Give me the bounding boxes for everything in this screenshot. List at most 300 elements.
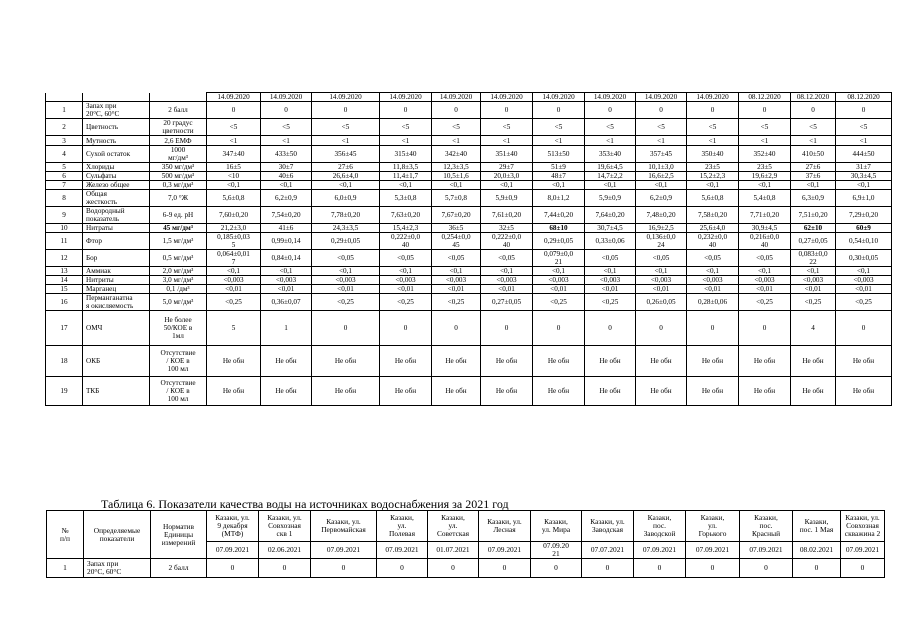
date-cell: 14.09.2020: [585, 93, 636, 102]
value-cell: <0,1: [791, 181, 836, 190]
value-cell: Не обн: [261, 377, 312, 406]
value-cell: <5: [836, 119, 892, 136]
value-cell: <1: [481, 136, 533, 146]
value-cell: 0,33±0,06: [585, 233, 636, 250]
value-cell: <5: [791, 119, 836, 136]
value-cell: <0,05: [481, 250, 533, 267]
value-cell: 0,232±0,0 40: [687, 233, 739, 250]
indicator-name: Сульфаты: [83, 172, 150, 181]
value-cell: 27±6: [791, 163, 836, 172]
source-header: Казаки, ул. Советская: [428, 511, 479, 542]
value-cell: <0,01: [380, 285, 432, 294]
row-number: 12: [46, 250, 83, 267]
value-cell: 350±40: [687, 146, 739, 163]
norm-header: Норматив Единицы измерений: [151, 511, 207, 559]
value-cell: 356±45: [312, 146, 380, 163]
value-cell: <5: [261, 119, 312, 136]
value-cell: 0: [432, 102, 481, 119]
value-cell: <0,1: [312, 267, 380, 276]
row-number: 5: [46, 163, 83, 172]
value-cell: Не обн: [207, 346, 261, 377]
row-number: 3: [46, 136, 83, 146]
value-cell: 0: [636, 311, 687, 346]
norm-cell: Не более 50/КОЕ в 1мл: [150, 311, 207, 346]
value-cell: 0: [739, 311, 791, 346]
value-cell: Не обн: [380, 377, 432, 406]
value-cell: 0: [380, 102, 432, 119]
norm-cell: 2 балл: [150, 102, 207, 119]
value-cell: 342±40: [432, 146, 481, 163]
value-cell: 0: [312, 311, 380, 346]
date-cell: 07.09.2021: [740, 542, 793, 559]
value-cell: 24,3±3,5: [312, 224, 380, 233]
value-cell: <0,25: [432, 294, 481, 311]
value-cell: 0,254±0,0 45: [432, 233, 481, 250]
value-cell: 315±40: [380, 146, 432, 163]
row-number: 19: [46, 377, 83, 406]
date-cell: 07.09.2021: [686, 542, 740, 559]
table-row: [46, 377, 892, 406]
row-number: 6: [46, 172, 83, 181]
source-header: Казаки, ул. 9 декабря (МТФ): [207, 511, 259, 542]
value-cell: 7,63±0,20: [380, 207, 432, 224]
value-cell: <0,25: [312, 294, 380, 311]
value-cell: <0,01: [585, 285, 636, 294]
value-cell: <0,01: [533, 285, 585, 294]
table-row: [46, 294, 892, 311]
value-cell: 15,2±2,3: [687, 172, 739, 181]
value-cell: 16,6±2,5: [636, 172, 687, 181]
value-cell: <0,1: [636, 181, 687, 190]
value-cell: 27±6: [312, 163, 380, 172]
value-cell: 0: [312, 102, 380, 119]
value-cell: 19,6±2,9: [739, 172, 791, 181]
value-cell: 0,54±0,10: [836, 233, 892, 250]
norm-cell: 1000 мг/дм³: [150, 146, 207, 163]
value-cell: 31±7: [836, 163, 892, 172]
date-cell: 14.09.2020: [380, 93, 432, 102]
value-cell: 0: [582, 559, 634, 578]
value-cell: <0,1: [432, 267, 481, 276]
indicator-name: Запах при 20°С, 60°С: [84, 559, 151, 578]
value-cell: 0: [636, 102, 687, 119]
table-6-title: Таблица 6. Показатели качества воды на источниках водоснабжения за 2021 год: [101, 497, 509, 511]
value-cell: <5: [739, 119, 791, 136]
value-cell: <0,003: [791, 276, 836, 285]
value-cell: 20,0±3,0: [481, 172, 533, 181]
value-cell: 5,9±0,9: [481, 190, 533, 207]
row-number: 15: [46, 285, 83, 294]
value-cell: 7,78±0,20: [312, 207, 380, 224]
value-cell: 0,99±0,14: [261, 233, 312, 250]
date-cell: 07.07.2021: [582, 542, 634, 559]
norm-cell: 20 градус цветности: [150, 119, 207, 136]
value-cell: <0,1: [481, 267, 533, 276]
value-cell: <0,01: [791, 285, 836, 294]
value-cell: 410±50: [791, 146, 836, 163]
value-cell: 29±7: [481, 163, 533, 172]
value-cell: 433±50: [261, 146, 312, 163]
date-cell: 14.09.2020: [432, 93, 481, 102]
value-cell: 68±10: [533, 224, 585, 233]
value-cell: 0: [687, 102, 739, 119]
value-cell: 14,7±2,2: [585, 172, 636, 181]
value-cell: <0,003: [380, 276, 432, 285]
source-header: Казаки, пос. Красный: [740, 511, 793, 542]
value-cell: <0,1: [207, 181, 261, 190]
value-cell: 16±5: [207, 163, 261, 172]
value-cell: <0,1: [585, 181, 636, 190]
table-row: [46, 172, 892, 181]
value-cell: Не обн: [739, 377, 791, 406]
table-row: [46, 267, 892, 276]
indicator-name: Бор: [83, 250, 150, 267]
value-cell: 0,216±0,0 40: [739, 233, 791, 250]
value-cell: Не обн: [739, 346, 791, 377]
value-cell: <1: [585, 136, 636, 146]
norm-cell: 1,5 мг/дм³: [150, 233, 207, 250]
value-cell: 30,7±4,5: [585, 224, 636, 233]
norm-cell: 350 мг/дм³: [150, 163, 207, 172]
value-cell: 0: [377, 559, 428, 578]
indicator-name: Сухой остаток: [83, 146, 150, 163]
indicator-name: ОМЧ: [83, 311, 150, 346]
value-cell: 0: [531, 559, 582, 578]
value-cell: <0,1: [739, 181, 791, 190]
value-cell: <0,003: [533, 276, 585, 285]
value-cell: Не обн: [585, 377, 636, 406]
value-cell: 7,44±0,20: [533, 207, 585, 224]
date-cell: 07.09.2021: [479, 542, 531, 559]
value-cell: 0,064±0,01 7: [207, 250, 261, 267]
value-cell: 6,0±0,9: [312, 190, 380, 207]
value-cell: 37±6: [791, 172, 836, 181]
value-cell: Не обн: [533, 346, 585, 377]
value-cell: 11,8±3,5: [380, 163, 432, 172]
value-cell: 0,26±0,05: [636, 294, 687, 311]
norm-cell: 5,0 мг/дм³: [150, 294, 207, 311]
date-cell: 14.09.2020: [261, 93, 312, 102]
value-cell: <0,01: [636, 285, 687, 294]
table-row: [46, 146, 892, 163]
row-number: 18: [46, 346, 83, 377]
date-cell: 14.09.2020: [312, 93, 380, 102]
value-cell: 0: [841, 559, 885, 578]
value-cell: 0: [311, 559, 377, 578]
value-cell: 6,2±0,9: [636, 190, 687, 207]
value-cell: 25,6±4,0: [687, 224, 739, 233]
indicator-name: Перманганатна я окисляемость: [83, 294, 150, 311]
value-cell: <1: [207, 136, 261, 146]
value-cell: 0: [479, 559, 531, 578]
value-cell: <0,1: [791, 267, 836, 276]
date-cell: 08.12.2020: [791, 93, 836, 102]
water-quality-table-2021: [46, 510, 885, 578]
value-cell: 352±40: [739, 146, 791, 163]
value-cell: <0,25: [791, 294, 836, 311]
date-cell: 07.09.2021: [377, 542, 428, 559]
value-cell: <0,003: [636, 276, 687, 285]
value-cell: Не обн: [432, 346, 481, 377]
norm-cell: 2,0 мг/дм³: [150, 267, 207, 276]
value-cell: <0,003: [687, 276, 739, 285]
value-cell: 6,2±0,9: [261, 190, 312, 207]
value-cell: 21,2±3,0: [207, 224, 261, 233]
table-row: [46, 207, 892, 224]
indicator-header: Определяемые показатели: [84, 511, 151, 559]
value-cell: <0,1: [836, 267, 892, 276]
value-cell: <0,1: [380, 267, 432, 276]
date-cell: 14.09.2020: [636, 93, 687, 102]
value-cell: 0: [686, 559, 740, 578]
value-cell: Не обн: [791, 346, 836, 377]
source-header: Казаки, ул. Первомайская: [311, 511, 377, 542]
value-cell: Не обн: [836, 377, 892, 406]
value-cell: <1: [261, 136, 312, 146]
value-cell: <0,1: [836, 181, 892, 190]
value-cell: <0,003: [432, 276, 481, 285]
value-cell: <5: [380, 119, 432, 136]
value-cell: 0: [740, 559, 793, 578]
value-cell: 0: [380, 311, 432, 346]
value-cell: <0,05: [380, 250, 432, 267]
value-cell: 0,222±0,0 40: [481, 233, 533, 250]
value-cell: Не обн: [207, 377, 261, 406]
date-cell: 07.09.2021: [207, 542, 259, 559]
row-number: 8: [46, 190, 83, 207]
value-cell: <0,1: [481, 181, 533, 190]
value-cell: 513±50: [533, 146, 585, 163]
value-cell: <0,01: [432, 285, 481, 294]
value-cell: 0: [481, 102, 533, 119]
date-cell: 01.07.2021: [428, 542, 479, 559]
value-cell: 0: [259, 559, 311, 578]
date-cell: 14.09.2020: [481, 93, 533, 102]
value-cell: 0: [634, 559, 686, 578]
norm-cell: 0,5 мг/дм³: [150, 250, 207, 267]
value-cell: <0,003: [739, 276, 791, 285]
date-cell: 08.12.2020: [739, 93, 791, 102]
value-cell: <0,05: [585, 250, 636, 267]
value-cell: 0: [533, 311, 585, 346]
value-cell: <0,1: [261, 267, 312, 276]
indicator-name: Запах при 20°С, 60°С: [83, 102, 150, 119]
value-cell: <0,003: [836, 276, 892, 285]
value-cell: 0: [481, 311, 533, 346]
value-cell: <0,25: [207, 294, 261, 311]
value-cell: <5: [687, 119, 739, 136]
table-row: [46, 276, 892, 285]
value-cell: 7,64±0,20: [585, 207, 636, 224]
value-cell: 62±10: [791, 224, 836, 233]
value-cell: 0: [533, 102, 585, 119]
norm-cell: 0,3 мг/дм³: [150, 181, 207, 190]
indicator-name: Мутность: [83, 136, 150, 146]
value-cell: <0,25: [533, 294, 585, 311]
blank-cell: [46, 93, 83, 102]
value-cell: 0: [432, 311, 481, 346]
indicator-name: Аммиак: [83, 267, 150, 276]
value-cell: 16,9±2,5: [636, 224, 687, 233]
value-cell: <0,01: [261, 285, 312, 294]
table-row: [46, 224, 892, 233]
value-cell: 0: [261, 102, 312, 119]
value-cell: <0,003: [207, 276, 261, 285]
value-cell: Не обн: [687, 377, 739, 406]
value-cell: 0: [207, 102, 261, 119]
value-cell: <0,01: [836, 285, 892, 294]
value-cell: 60±9: [836, 224, 892, 233]
value-cell: 30±7: [261, 163, 312, 172]
row-number: 1: [47, 559, 84, 578]
value-cell: 48±7: [533, 172, 585, 181]
value-cell: <0,05: [312, 250, 380, 267]
row-number: 11: [46, 233, 83, 250]
row-number: 16: [46, 294, 83, 311]
value-cell: 0: [585, 311, 636, 346]
value-cell: 0: [836, 102, 892, 119]
source-header: Казаки, ул. Совхозная скв 1: [259, 511, 311, 542]
source-header: Казаки, пос. 1 Мая: [793, 511, 841, 542]
value-cell: <0,1: [261, 181, 312, 190]
value-cell: 0,079±0,0 21: [533, 250, 585, 267]
value-cell: Не обн: [636, 377, 687, 406]
value-cell: Не обн: [312, 377, 380, 406]
value-cell: 0,083±0,0 22: [791, 250, 836, 267]
norm-cell: 2,6 ЕМФ: [150, 136, 207, 146]
row-number: 9: [46, 207, 83, 224]
indicator-name: Фтор: [83, 233, 150, 250]
value-cell: <0,05: [687, 250, 739, 267]
date-cell: 08.02.2021: [793, 542, 841, 559]
value-cell: <0,25: [836, 294, 892, 311]
source-header: Казаки, ул. Мира: [531, 511, 582, 542]
value-cell: 7,67±0,20: [432, 207, 481, 224]
value-cell: 7,71±0,20: [739, 207, 791, 224]
value-cell: <0,1: [380, 181, 432, 190]
indicator-name: Хлориды: [83, 163, 150, 172]
value-cell: 36±5: [432, 224, 481, 233]
value-cell: 0: [207, 559, 259, 578]
norm-cell: Отсутствие / КОЕ в 100 мл: [150, 377, 207, 406]
value-cell: 5,3±0,8: [380, 190, 432, 207]
date-cell: 08.12.2020: [836, 93, 892, 102]
value-cell: 5,6±0,8: [207, 190, 261, 207]
value-cell: 12,3±3,5: [432, 163, 481, 172]
value-cell: 357±45: [636, 146, 687, 163]
value-cell: <1: [687, 136, 739, 146]
value-cell: Не обн: [380, 346, 432, 377]
value-cell: <0,01: [739, 285, 791, 294]
value-cell: 5,4±0,8: [739, 190, 791, 207]
table-row: [46, 102, 892, 119]
value-cell: <5: [533, 119, 585, 136]
indicator-name: Марганец: [83, 285, 150, 294]
value-cell: <10: [207, 172, 261, 181]
value-cell: <5: [636, 119, 687, 136]
value-cell: 5,7±0,8: [432, 190, 481, 207]
value-cell: Не обн: [687, 346, 739, 377]
norm-cell: 7,0 °Ж: [150, 190, 207, 207]
value-cell: 5,6±0,8: [687, 190, 739, 207]
value-cell: 7,48±0,20: [636, 207, 687, 224]
value-cell: 0: [793, 559, 841, 578]
value-cell: Не обн: [481, 377, 533, 406]
date-cell: 14.09.2020: [533, 93, 585, 102]
value-cell: <0,01: [207, 285, 261, 294]
table-row: [46, 181, 892, 190]
value-cell: 0: [687, 311, 739, 346]
table-row: [46, 190, 892, 207]
source-header: Казаки, ул. Заводская: [582, 511, 634, 542]
table-row: [46, 233, 892, 250]
value-cell: <0,01: [687, 285, 739, 294]
value-cell: <0,1: [207, 267, 261, 276]
value-cell: <0,1: [636, 267, 687, 276]
row-number: 17: [46, 311, 83, 346]
value-cell: 15,4±2,3: [380, 224, 432, 233]
value-cell: Не обн: [481, 346, 533, 377]
value-cell: <0,25: [585, 294, 636, 311]
value-cell: <1: [791, 136, 836, 146]
indicator-name: Нитраты: [83, 224, 150, 233]
value-cell: 41±6: [261, 224, 312, 233]
source-header: Казаки, ул. Совхозная скважина 2: [841, 511, 885, 542]
value-cell: 8,0±1,2: [533, 190, 585, 207]
value-cell: <0,25: [380, 294, 432, 311]
value-cell: <0,003: [585, 276, 636, 285]
table-row: [46, 163, 892, 172]
value-cell: 51±9: [533, 163, 585, 172]
value-cell: 353±40: [585, 146, 636, 163]
blank-cell: [83, 93, 150, 102]
norm-cell: 3,0 мг/дм³: [150, 276, 207, 285]
value-cell: 0,28±0,06: [687, 294, 739, 311]
date-cell: 14.09.2020: [207, 93, 261, 102]
value-cell: 0: [739, 102, 791, 119]
value-cell: <0,1: [533, 267, 585, 276]
value-cell: <5: [585, 119, 636, 136]
date-cell: 07.09.2021: [311, 542, 377, 559]
value-cell: 444±50: [836, 146, 892, 163]
blank-cell: [150, 93, 207, 102]
value-cell: 0,222±0,0 40: [380, 233, 432, 250]
value-cell: Не обн: [312, 346, 380, 377]
value-cell: <1: [836, 136, 892, 146]
value-cell: 0,84±0,14: [261, 250, 312, 267]
value-cell: 7,61±0,20: [481, 207, 533, 224]
source-header: Казаки, ул. Полевая: [377, 511, 428, 542]
value-cell: 10,5±1,6: [432, 172, 481, 181]
value-cell: 10,1±3,0: [636, 163, 687, 172]
value-cell: <1: [739, 136, 791, 146]
value-cell: <1: [533, 136, 585, 146]
indicator-name: ОКБ: [83, 346, 150, 377]
value-cell: <5: [207, 119, 261, 136]
value-cell: 5,9±0,9: [585, 190, 636, 207]
value-cell: 0,27±0,05: [791, 233, 836, 250]
value-cell: 6,3±0,9: [791, 190, 836, 207]
row-number: 2: [46, 119, 83, 136]
row-number: 14: [46, 276, 83, 285]
number-header: № п/п: [47, 511, 84, 559]
table-row: [46, 136, 892, 146]
norm-cell: 6-9 ед. pH: [150, 207, 207, 224]
value-cell: <0,003: [261, 276, 312, 285]
value-cell: <0,05: [636, 250, 687, 267]
value-cell: 5: [207, 311, 261, 346]
value-cell: <0,01: [312, 285, 380, 294]
